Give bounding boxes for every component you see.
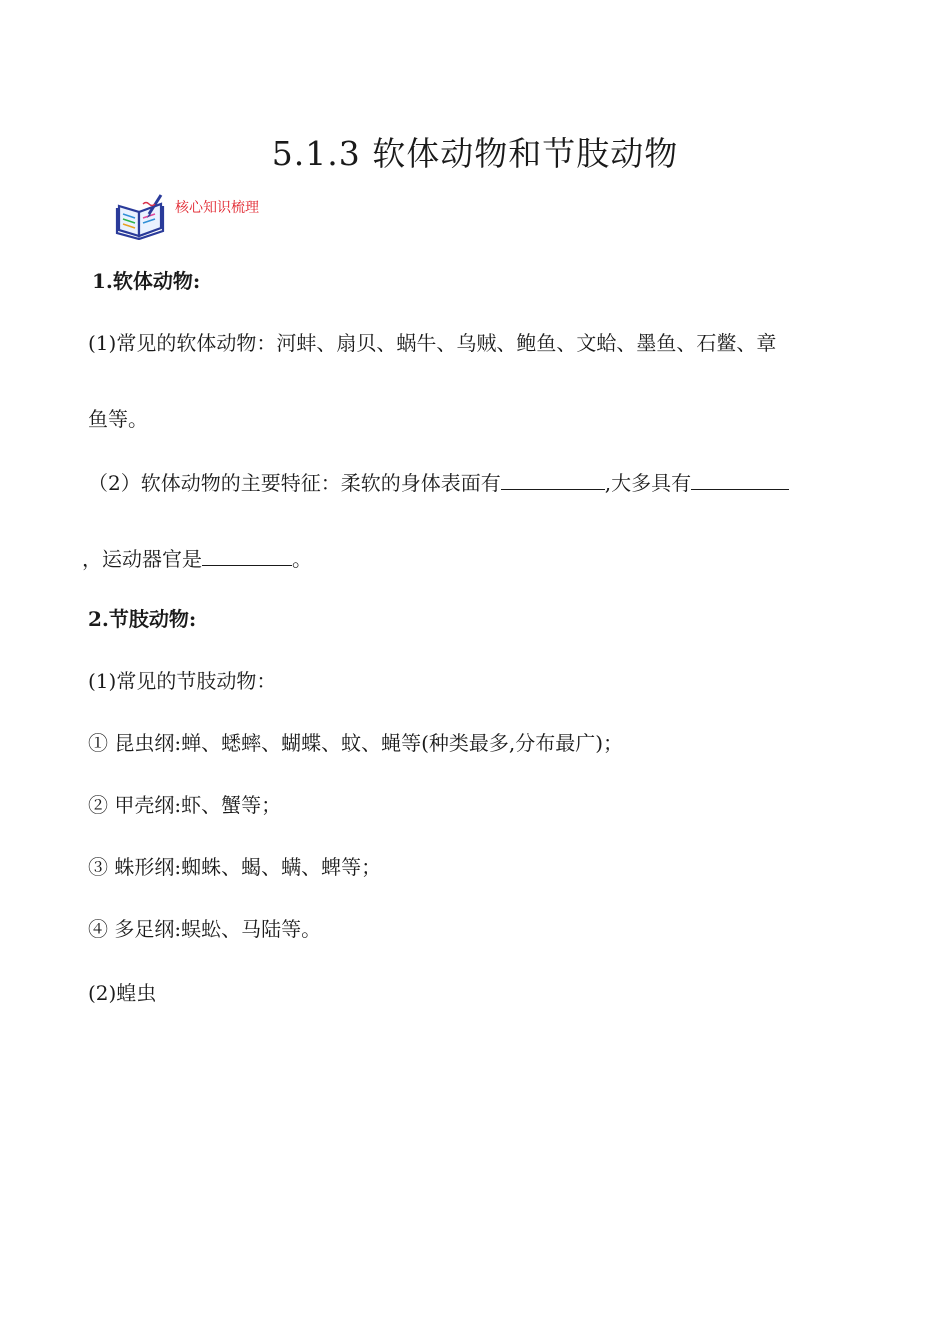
- page-title: 5.1.3 软体动物和节肢动物: [271, 134, 679, 173]
- s1-paragraph-1-line-1: (1)常见的软体动物：河蚌、扇贝、蜗牛、乌贼、鲍鱼、文蛤、墨鱼、石鳖、章: [88, 331, 777, 355]
- s2-paragraph-2: (2)蝗虫: [88, 981, 157, 1005]
- s2-paragraph-1: (1)常见的节肢动物：: [88, 669, 277, 693]
- fill-blank-2[interactable]: [691, 467, 789, 490]
- list-item: ② 甲壳纲:虾、蟹等；: [88, 793, 282, 817]
- section-2-heading: 2.节肢动物:: [88, 607, 197, 631]
- list-item: ④ 多足纲:蜈蚣、马陆等。: [88, 917, 322, 941]
- section-badge-label: 核心知识梳理: [175, 200, 259, 216]
- s1-p2-text-b: ,大多具有: [604, 471, 692, 495]
- s1-paragraph-2-line-2: [82, 543, 312, 573]
- s1-p2-text-a: （2）软体动物的主要特征：柔软的身体表面有: [88, 471, 501, 495]
- s1-p2-text-c: ，运动器官是: [82, 547, 202, 571]
- list-item: ③ 蛛形纲:蜘蛛、蝎、螨、蜱等；: [88, 855, 382, 879]
- s1-paragraph-1-line-2: 鱼等。: [88, 407, 148, 431]
- fill-blank-1[interactable]: [501, 467, 605, 490]
- section-1-heading: 1.软体动物:: [92, 269, 201, 293]
- s1-paragraph-2-line-1: [88, 467, 789, 497]
- fill-blank-3[interactable]: [202, 543, 292, 566]
- open-book-pen-icon: [115, 192, 167, 240]
- list-item: ① 昆虫纲:蝉、蟋蟀、蝴蝶、蚊、蝇等(种类最多,分布最广)；: [88, 731, 624, 755]
- s1-p2-text-d: 。: [292, 547, 312, 571]
